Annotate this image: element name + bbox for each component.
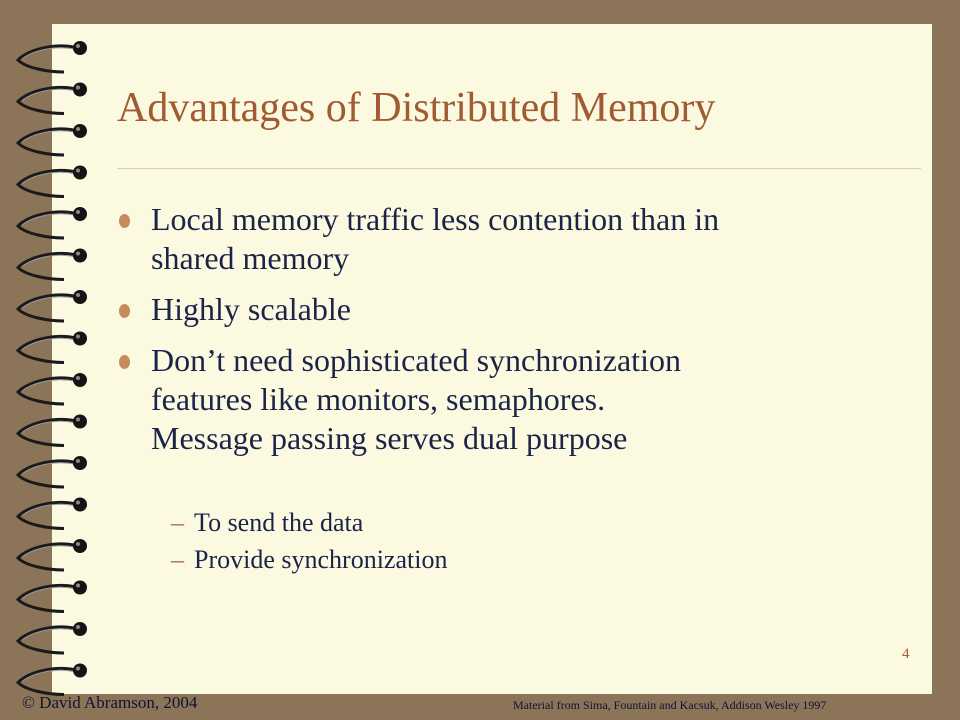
bullet-dot-icon xyxy=(119,214,130,228)
bullet-line: Don’t need sophisticated synchronization xyxy=(151,342,681,378)
binding-ring-icon xyxy=(18,664,87,695)
bullet-line: features like monitors, semaphores. xyxy=(151,381,606,417)
binding-ring-icon xyxy=(18,332,87,363)
binding-ring-icon xyxy=(18,415,87,446)
sub-bullet-dash: – xyxy=(171,508,184,537)
bullet-dot-icon xyxy=(119,304,130,318)
binding-ring-icon xyxy=(18,249,87,280)
copyright-text: David Abramson, 2004 xyxy=(34,693,198,712)
bullet-item xyxy=(117,290,917,329)
sub-bullet-text: To send the data xyxy=(194,508,364,537)
binding-ring-icon xyxy=(18,373,87,404)
binding-ring-icon xyxy=(18,290,87,321)
sub-bullet-item xyxy=(171,505,447,541)
page-number: 4 xyxy=(902,646,910,662)
binding-ring-icon xyxy=(18,207,87,238)
binding-ring-icon xyxy=(18,456,87,487)
sub-bullet-dash: – xyxy=(171,545,184,574)
binding-ring-icon xyxy=(18,581,87,612)
binding-ring-icon xyxy=(18,498,87,529)
binding-ring-icon xyxy=(18,124,87,155)
sub-bullet-text: Provide synchronization xyxy=(194,545,448,574)
binding-ring-icon xyxy=(18,166,87,197)
bullet-line: shared memory xyxy=(151,240,350,276)
sub-bullet-list xyxy=(171,505,447,579)
binding-ring-icon xyxy=(18,41,87,72)
binding-ring-icon xyxy=(18,83,87,114)
bullet-line: Local memory traffic less contention than in xyxy=(151,201,720,237)
copyright-notice xyxy=(22,693,197,713)
spiral-binding xyxy=(0,0,110,720)
bullet-dot-icon xyxy=(119,355,130,369)
slide-title: Advantages of Distributed Memory xyxy=(117,85,716,131)
binding-ring-icon xyxy=(18,539,87,570)
bullet-item xyxy=(117,200,917,278)
copyright-symbol: © xyxy=(22,693,35,712)
sub-bullet-item xyxy=(171,542,447,578)
bullet-line: Highly scalable xyxy=(151,291,351,327)
bullet-line: Message passing serves dual purpose xyxy=(151,420,628,456)
source-credit: Material from Sima, Fountain and Kacsuk, Addison Wesley 1997 xyxy=(513,698,827,712)
bullet-list xyxy=(117,200,917,470)
bullet-item xyxy=(117,341,917,458)
title-divider xyxy=(117,168,921,169)
binding-ring-icon xyxy=(18,622,87,653)
